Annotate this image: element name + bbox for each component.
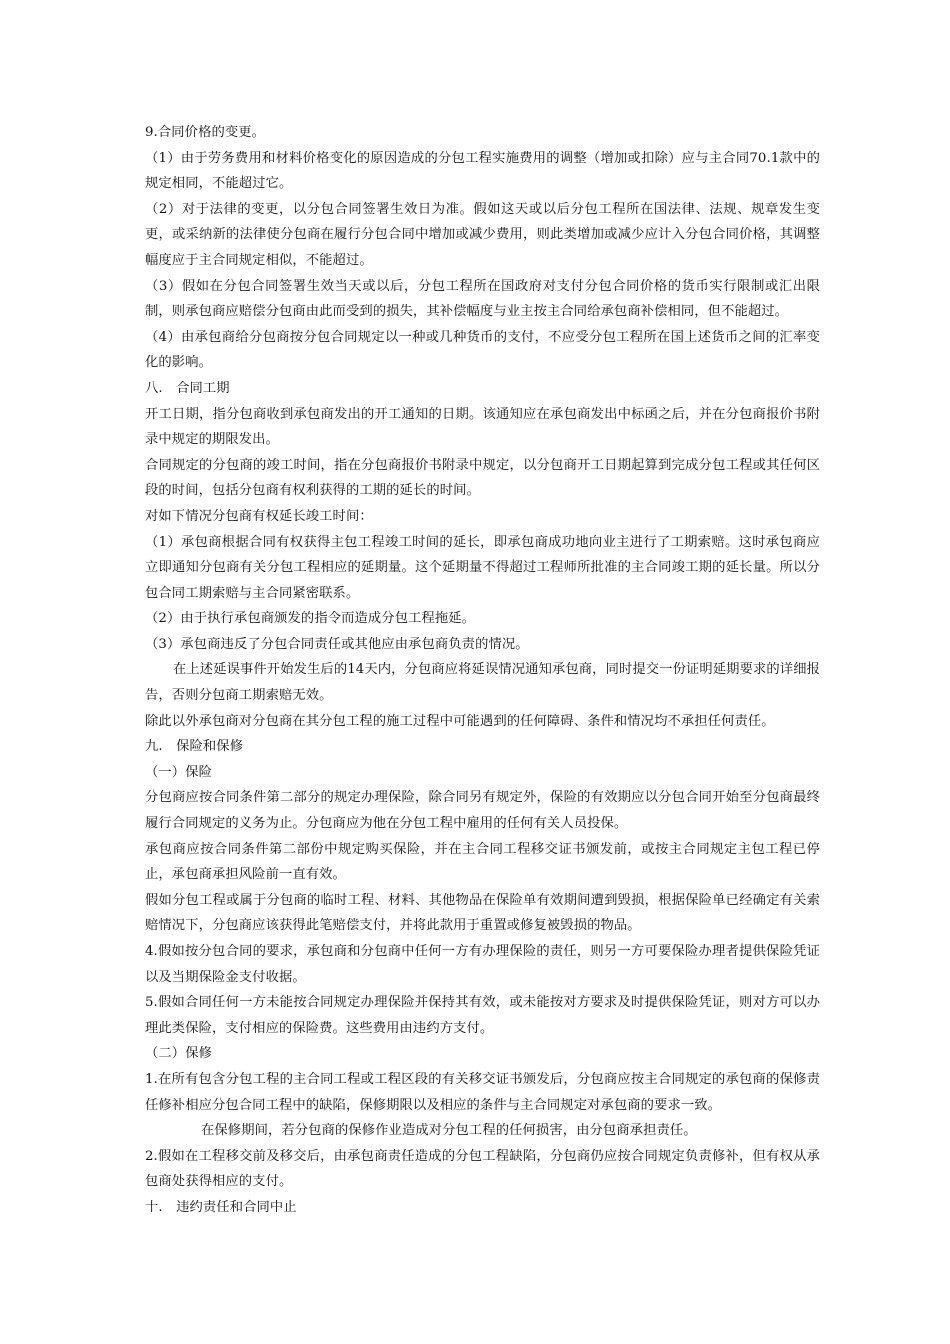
paragraph: （3）假如在分包合同签署生效当天或以后，分包工程所在国政府对支付分包合同价格的货币实行限制或汇出限制，则承包商应赔偿分包商由此而受到的损失，其补偿幅度与业主按主合同给承包商补偿相同，但不能超过。 — [145, 278, 820, 320]
paragraph: （2）由于执行承包商颁发的指令而造成分包工程拖延。 — [145, 611, 476, 627]
paragraph: （2）对于法律的变更，以分包合同签署生效日为准。假如这天或以后分包工程所在国法律、法规、规章发生变更，或采纳新的法律使分包商在履行分包合同中增加或减少费用，则此类增加或减少应计入分包合同价格，其调整幅度应于主合同规定相似，不能超过。 — [145, 201, 820, 268]
paragraph: 对如下情况分包商有权延长竣工时间： — [145, 508, 373, 524]
paragraph: 开工日期，指分包商收到承包商发出的开工通知的日期。该通知应在承包商发出中标函之后，并在分包商报价书附录中规定的期限发出。 — [145, 406, 820, 448]
paragraph: 除此以外承包商对分包商在其分包工程的施工过程中可能遇到的任何障碍、条件和情况均不承担任何责任。 — [145, 713, 775, 729]
paragraph: 十. 违约责任和合同中止 — [145, 1199, 297, 1215]
paragraph: 合同规定的分包商的竣工时间，指在分包商报价书附录中规定，以分包商开工日期起算到完成分包工程或其任何区段的时间，包括分包商有权利获得的工期的延长的时间。 — [145, 457, 820, 499]
paragraph: 八. 合同工期 — [145, 380, 230, 396]
paragraph: 分包商应按合同条件第二部分的规定办理保险，除合同另有规定外，保险的有效期应以分包合同开始至分包商最终履行合同规定的义务为止。分包商应为他在分包工程中雇用的任何有关人员投保。 — [145, 790, 820, 832]
paragraph: 9.合同价格的变更。 — [145, 125, 266, 140]
document-page — [145, 120, 820, 1221]
paragraph: 4.假如按分包合同的要求，承包商和分包商中任何一方有办理保险的责任，则另一方可要保险办理者提供保险凭证以及当期保险金支付收据。 — [145, 944, 820, 985]
paragraph: 在保修期间，若分包商的保修作业造成对分包工程的任何损害，由分包商承担责任。 — [201, 1123, 697, 1139]
paragraph: （1）由于劳务费用和材料价格变化的原因造成的分包工程实施费用的调整（增加或扣除）应与主合同70.1款中的规定相同，不能超过它。 — [145, 150, 820, 192]
paragraph: 2.假如在工程移交前及移交后，由承包商责任造成的分包工程缺陷，分包商仍应按合同规定负责修补，但有权从承包商处获得相应的支付。 — [145, 1148, 820, 1190]
paragraph: 在上述延误事件开始发生后的14天内，分包商应将延误情况通知承包商，同时提交一份证明延期要求的详细报告，否则分包商工期索赔无效。 — [145, 662, 820, 704]
paragraph: （3）承包商违反了分包合同责任或其他应由承包商负责的情况。 — [145, 636, 529, 652]
paragraph: 承包商应按合同条件第二部份中规定购买保险，并在主合同工程移交证书颁发前，或按主合同规定主包工程已停止，承包商承担风险前一直有效。 — [145, 841, 820, 883]
paragraph: 假如分包工程或属于分包商的临时工程、材料、其他物品在保险单有效期间遭到毁损，根据保险单已经确定有关索赔情况下，分包商应该获得此笔赔偿支付，并将此款用于重置或修复被毁损的物品。 — [145, 892, 820, 934]
paragraph: 5.假如合同任何一方未能按合同规定办理保险并保持其有效，或未能按对方要求及时提供保险凭证，则对方可以办理此类保险，支付相应的保险费。这些费用由违约方支付。 — [145, 995, 820, 1036]
paragraph: 九. 保险和保修 — [145, 739, 244, 755]
paragraph: （4）由承包商给分包商按分包合同规定以一种或几种货币的支付，不应受分包工程所在国上述货币之间的汇率变化的影响。 — [145, 329, 820, 371]
paragraph: （二）保修 — [145, 1046, 212, 1062]
paragraph: （1）承包商根据合同有权获得主包工程竣工时间的延长，即承包商成功地向业主进行了工期索赔。这时承包商应立即通知分包商有关分包工程相应的延期量。这个延期量不得超过工程师所批准的主合同竣工期的延长量。所以分包合同工期索赔与主合同紧密联系。 — [145, 534, 820, 601]
paragraph: 1.在所有包含分包工程的主合同工程或工程区段的有关移交证书颁发后，分包商应按主合同规定的承包商的保修责任修补相应分包合同工程中的缺陷，保修期限以及相应的条件与主合同规定对承包商的要求一致。 — [145, 1071, 820, 1113]
paragraph: （一）保险 — [145, 764, 212, 780]
